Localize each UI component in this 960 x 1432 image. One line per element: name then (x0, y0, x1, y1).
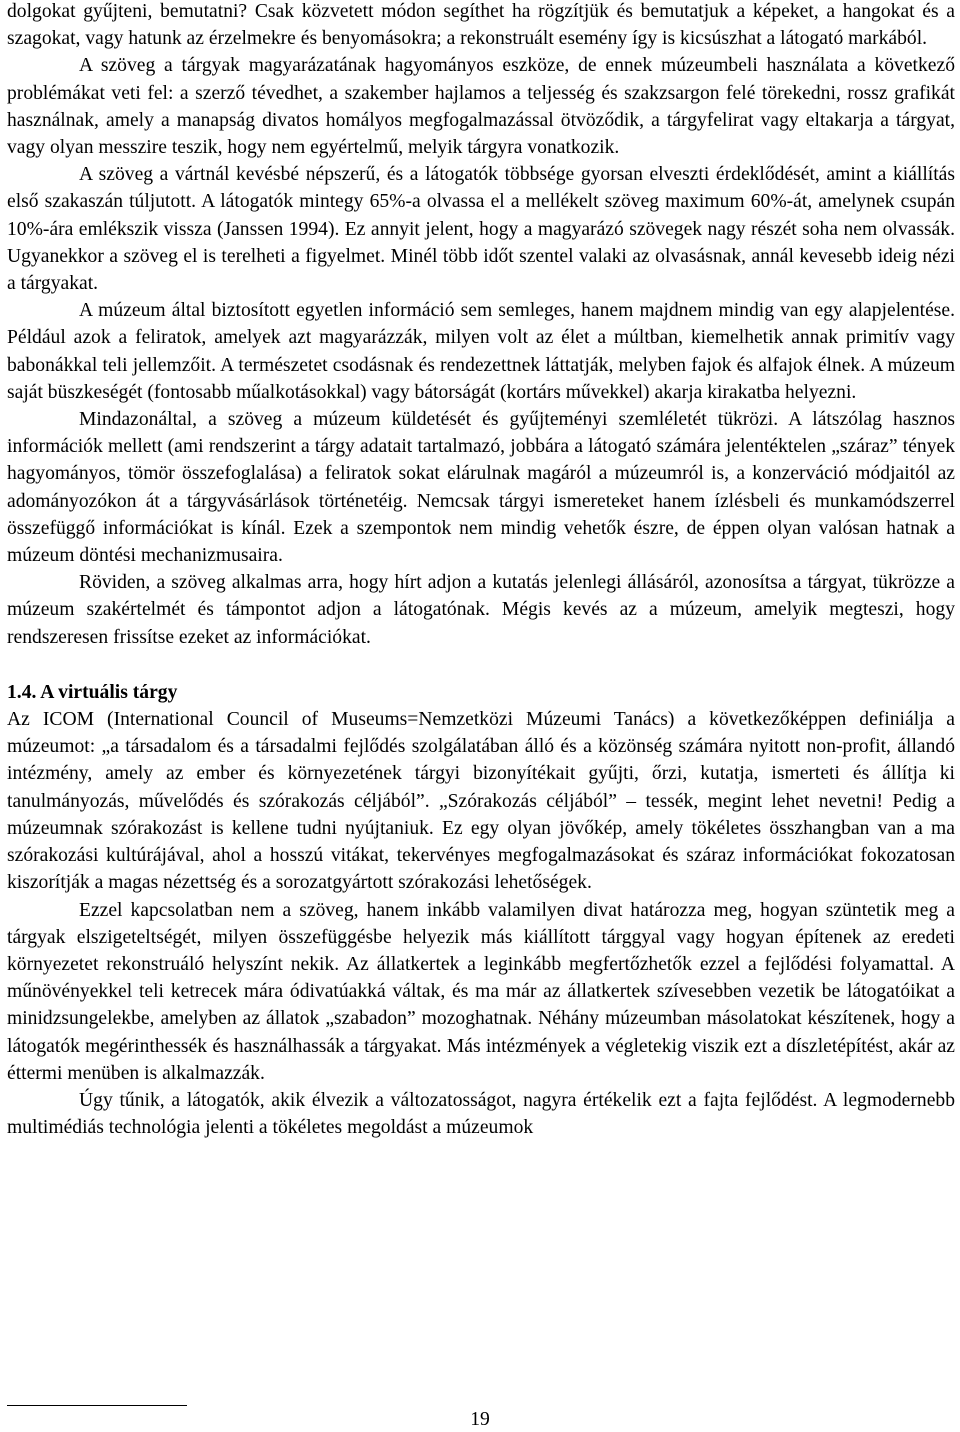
body-text (7, 0, 955, 1141)
section-number: 1.4. (7, 681, 37, 703)
paragraph: A szöveg a vártnál kevésbé népszerű, és a látogatók többsége gyorsan elveszti érdeklődését, amint a kiállítás első szakaszán túljutott. A látogatók mintegy 65%-a olvassa el a mellékelt szöveg maximum 60%-át, amelynek csupán 10%-ára emlékszik vissza (Janssen 1994). Ez annyit jelent, hogy a magyarázó szövegek nagy részét soha nem olvassák. Ugyanekkor a szöveg el is terelheti a figyelmet. Minél több időt szentel valaki az olvasásnak, annál kevesebb ideig nézi a tárgyakat. (7, 164, 955, 295)
paragraph: A szöveg a tárgyak magyarázatának hagyományos eszköze, de ennek múzeumbeli használata a következő problémákat veti fel: a szerző tévedhet, a szakember hajlamos a teljesség és szakzsargon felé törekedni, rossz grafikát használnak, amely a manapság divatos homályos megfogalmazással ötvöződik, a tárgyfelirat vagy eltakarja a tárgyat, vagy olyan messzire teszik, hogy nem egyértelmű, melyik tárgyra vonatkozik. (7, 55, 955, 159)
paragraph: A múzeum által biztosított egyetlen információ sem semleges, hanem majdnem mindig van egy alapjelentése. Például azok a feliratok, amelyek azt magyarázzák, milyen volt az élet a múltban, kiemelhetik annak primitív vagy babonákkal teli jellemzőit. A természetet csodásnak és rendezettnek láttatják, melyben fajok és alfajok élnek. A múzeum saját büszkeségét (fontosabb műalkotásokkal) vagy bátorságát (kortárs művekkel) akarja kirakatba helyezni. (7, 300, 955, 403)
paragraph: Az ICOM (International Council of Museums=Nemzetközi Múzeumi Tanács) a következőképpen definiálja a múzeumot: „a társadalom és a társadalmi fejlődés szolgálatában álló és a közönség számára nyitott non-profit, állandó intézmény, amely az ember és környezetének tárgyi bizonyítékait gyűjti, őrzi, kutatja, ismerteti és állítja ki tanulmányozás, művelődés és szórakozás céljából”. „Szórakozás céljából” – tessék, megint lehet nevetni! Pedig a múzeumnak szórakozást is kellene tudni nyújtaniuk. Ez egy olyan jövőkép, amely tökéletes összhangban van a ma szórakozási kultúrájával, ahol a hosszú vitákat, tekervényes megfogalmazásokat és száraz információkat fokozatosan kiszorítják a magas nézettség és a sorozatgyártott szórakozási lehetőségek. (7, 709, 955, 894)
paragraph: Ezzel kapcsolatban nem a szöveg, hanem inkább valamilyen divat határozza meg, hogyan szüntetik meg a tárgyak elszigeteltségét, milyen összefüggésbe helyezik más kiállított tárggyal vagy hogyan építenek az eredeti környezetet rekonstruáló helyszínt nekik. Az állatkertek a leginkább megfertőzhetők ezzel a fejlődési folyamattal. A műnövényekkel teli ketrecek mára ódivatúakká váltak, és ma már az állatkertek szívesebben vezetik be látogatóikat a minidzsungelekbe, amelyben az állatok „szabadon” mozoghatnak. Néhány múzeumban másolatokat készítenek, hogy a látogatók megérinthessék és használhassák a tárgyakat. Más intézmények a végletekig viszik ezt a díszletépítést, akár az éttermi menüben is alkalmazzák. (7, 899, 955, 1084)
page-number: 19 (470, 1409, 490, 1430)
footnote-divider (7, 1405, 187, 1406)
paragraph: Mindazonáltal, a szöveg a múzeum küldetését és gyűjteményi szemléletét tükrözi. A látszólag hasznos információk mellett (ami rendszerint a tárgy adatait tartalmazó, jobbára a látogató számára jelentéktelen „száraz” tények hagyományos, tömör összefoglalása) a feliratok sokat elárulnak magáról a múzeumról is, a konzerváció módjaitól az adományozókon át a tárgyvásárlások történetéig. Nemcsak tárgyi ismereteket hanem ízlésbeli és munkamódszerrel összefüggő információkat is kínál. Ezek a szempontok nem mindig vehetők észre, de éppen olyan valósan hatnak a múzeum döntési mechanizmusaira. (7, 409, 955, 567)
paragraph: Röviden, a szöveg alkalmas arra, hogy hírt adjon a kutatás jelenlegi állásáról, azonosítsa a tárgyat, tükrözze a múzeum szakértelmét és támpontot adjon a látogatónak. Mégis kevés az a múzeum, amelyik megteszi, hogy rendszeresen frissítse ezeket az információkat. (7, 572, 955, 648)
section-heading (7, 679, 955, 706)
paragraph: Úgy tűnik, a látogatók, akik élvezik a változatosságot, nagyra értékelik ezt a fajta fejlődést. A legmodernebb multimédiás technológia jelenti a tökéletes megoldást a múzeumok (7, 1089, 955, 1139)
section-title: A virtuális tárgy (40, 681, 178, 703)
paragraph-continuation: dolgokat gyűjteni, bemutatni? Csak közvetett módon segíthet ha rögzítjük és bemutatjuk a képeket, a hangokat és a szagokat, vagy hatunk az érzelmekre és benyomásokra; a rekonstruált esemény így is kicsúszhat a látogató markából. (7, 1, 955, 50)
